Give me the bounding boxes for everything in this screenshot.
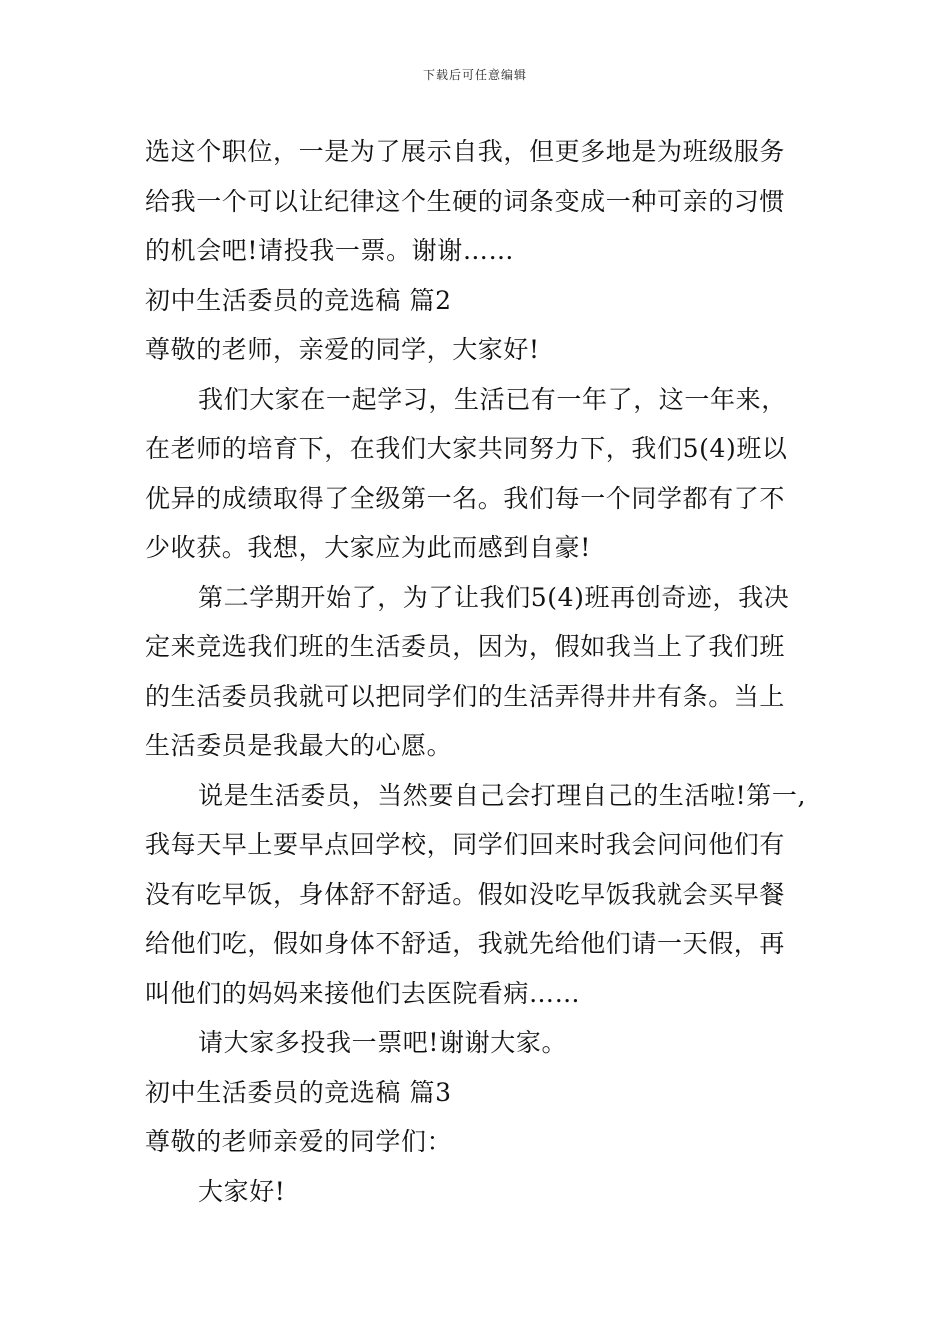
text-line: 的机会吧!请投我一票。谢谢…… — [145, 236, 515, 265]
text-line: 请大家多投我一票吧!谢谢大家。 — [198, 1028, 568, 1057]
text-line: 给他们吃，假如身体不舒适，我就先给他们请一天假，再 — [145, 929, 786, 958]
text-line: 生活委员是我最大的心愿。 — [145, 731, 453, 760]
text-line: 少收获。我想，大家应为此而感到自豪! — [145, 533, 591, 562]
text-line: 给我一个可以让纪律这个生硬的词条变成一种可亲的习惯 — [145, 186, 786, 216]
text-line: 大家好! — [198, 1176, 286, 1206]
text-line: 没有吃早饭，身体舒不舒适。假如没吃早饭我就会买早餐 — [145, 879, 786, 909]
text-line: 我每天早上要早点回学校，同学们回来时我会问问他们有 — [145, 830, 786, 859]
text-line: 在老师的培育下，在我们大家共同努力下，我们5(4)班以 — [145, 434, 788, 463]
salutation-line: 尊敬的老师亲爱的同学们： — [145, 1127, 453, 1156]
document-body — [145, 127, 810, 1216]
salutation-line: 尊敬的老师，亲爱的同学，大家好! — [145, 335, 540, 364]
text-line: 定来竞选我们班的生活委员，因为，假如我当上了我们班 — [145, 632, 786, 661]
section-title: 初中生活委员的竞选稿 篇3 — [145, 1077, 452, 1107]
section-title: 初中生活委员的竞选稿 篇2 — [145, 285, 452, 315]
text-line: 优异的成绩取得了全级第一名。我们每一个同学都有了不 — [145, 483, 786, 513]
text-line: 选这个职位，一是为了展示自我，但更多地是为班级服务 — [145, 137, 786, 166]
header-note: 下载后可任意编辑 — [422, 68, 527, 82]
text-line: 叫他们的妈妈来接他们去医院看病…… — [145, 978, 581, 1008]
text-line: 我们大家在一起学习，生活已有一年了，这一年来， — [198, 384, 787, 414]
text-line: 的生活委员我就可以把同学们的生活弄得井井有条。当上 — [145, 681, 786, 711]
text-line: 说是生活委员，当然要自己会打理自己的生活啦!第一, — [198, 780, 806, 810]
text-line: 第二学期开始了，为了让我们5(4)班再创奇迹，我决 — [198, 582, 790, 612]
